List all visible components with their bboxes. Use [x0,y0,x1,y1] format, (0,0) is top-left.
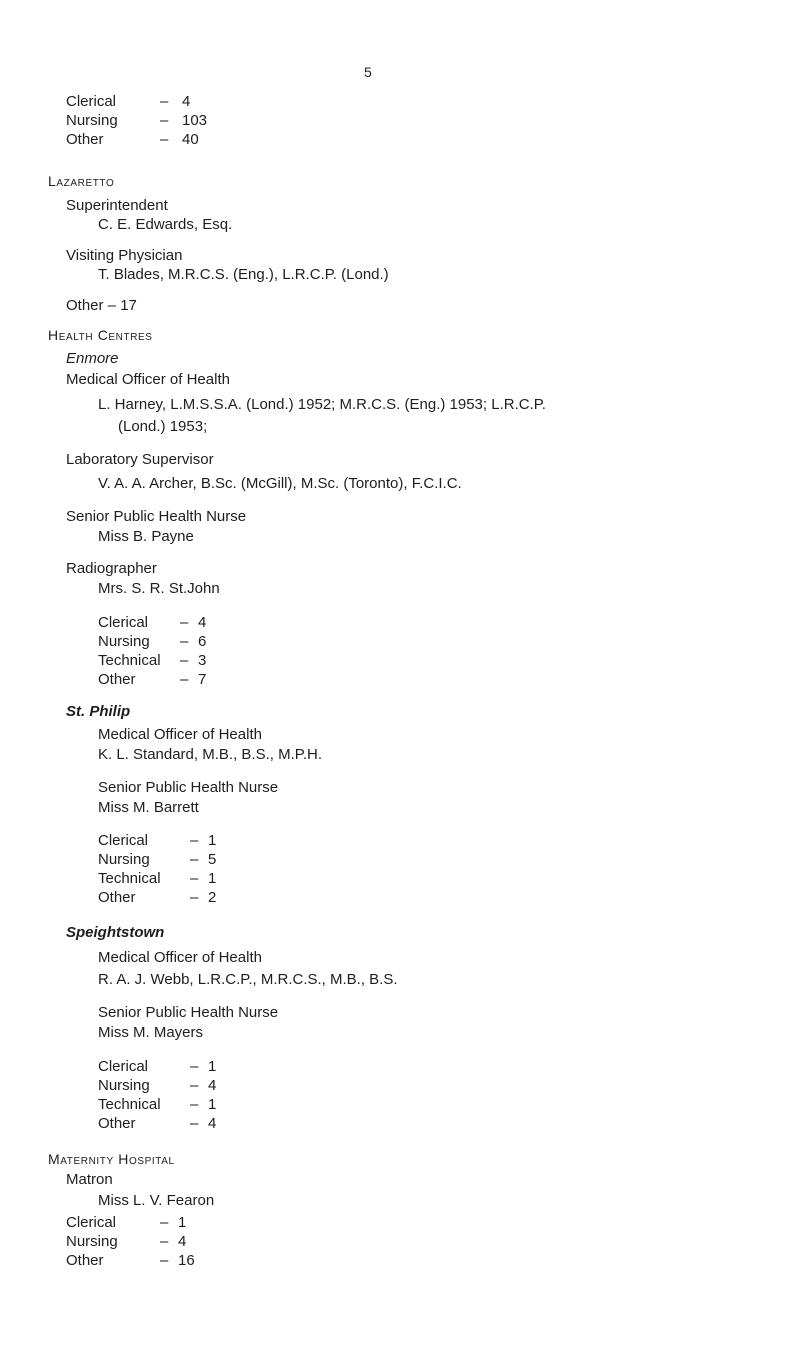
radiographer-name: Mrs. S. R. St.John [98,580,220,597]
staff-row: Technical – 3 [98,652,207,669]
staff-row: Other – 2 [98,889,217,906]
staff-row: Clerical – 1 [98,1058,217,1075]
speightstown-nurse-title: Senior Public Health Nurse [98,1004,279,1021]
staff-row: Clerical – 1 [98,832,217,849]
enmore-heading: Enmore [66,350,119,367]
st-philip-moh-name: K. L. Standard, M.B., B.S., M.P.H. [98,746,322,763]
physician-title: Visiting Physician [66,247,183,264]
staff-row: Other – 7 [98,671,207,688]
st-philip-heading: St. Philip [66,703,131,720]
staff-row: Clerical – 4 [66,93,191,110]
staff-row: Nursing – 5 [98,851,217,868]
health-centres-heading: Health Centres [48,327,153,343]
staff-row: Technical – 1 [98,870,217,887]
radiographer-title: Radiographer [66,560,157,577]
staff-row: Clerical – 1 [66,1214,187,1231]
lab-supervisor-name: V. A. A. Archer, B.Sc. (McGill), M.Sc. (Toronto), F.C.I.C. [98,475,462,492]
st-philip-moh-title: Medical Officer of Health [98,726,262,743]
speightstown-heading: Speightstown [66,924,165,941]
st-philip-nurse-title: Senior Public Health Nurse [98,779,279,796]
speightstown-nurse-name: Miss M. Mayers [98,1024,203,1041]
staff-row: Other – 4 [98,1115,217,1132]
lab-supervisor-title: Laboratory Supervisor [66,451,214,468]
speightstown-moh-title: Medical Officer of Health [98,949,262,966]
speightstown-moh-name: R. A. J. Webb, L.R.C.P., M.R.C.S., M.B., B.S. [98,971,398,988]
lazaretto-heading: Lazaretto [48,173,115,189]
staff-row: Other – 16 [66,1252,195,1269]
staff-row: Nursing – 6 [98,633,207,650]
superintendent-title: Superintendent [66,197,168,214]
st-philip-nurse-name: Miss M. Barrett [98,799,199,816]
page-number: 5 [364,64,372,80]
enmore-moh-name: L. Harney, L.M.S.S.A. (Lond.) 1952; M.R.C.S. (Eng.) 1953; L.R.C.P. [98,396,546,413]
enmore-nurse-name: Miss B. Payne [98,528,194,545]
lazaretto-other: Other – 17 [66,297,137,314]
maternity-heading: Maternity Hospital [48,1151,175,1167]
superintendent-name: C. E. Edwards, Esq. [98,216,233,233]
enmore-moh-name-cont: (Lond.) 1953; [118,418,208,435]
matron-name: Miss L. V. Fearon [98,1192,215,1209]
staff-row: Nursing – 4 [98,1077,217,1094]
physician-name: T. Blades, M.R.C.S. (Eng.), L.R.C.P. (Lond.) [98,266,389,283]
staff-row: Nursing – 4 [66,1233,187,1250]
matron-title: Matron [66,1171,113,1188]
enmore-nurse-title: Senior Public Health Nurse [66,508,247,525]
staff-row: Clerical – 4 [98,614,207,631]
staff-row: Other – 40 [66,131,199,148]
enmore-moh-title: Medical Officer of Health [66,371,230,388]
staff-row: Technical – 1 [98,1096,217,1113]
staff-row: Nursing – 103 [66,112,208,129]
